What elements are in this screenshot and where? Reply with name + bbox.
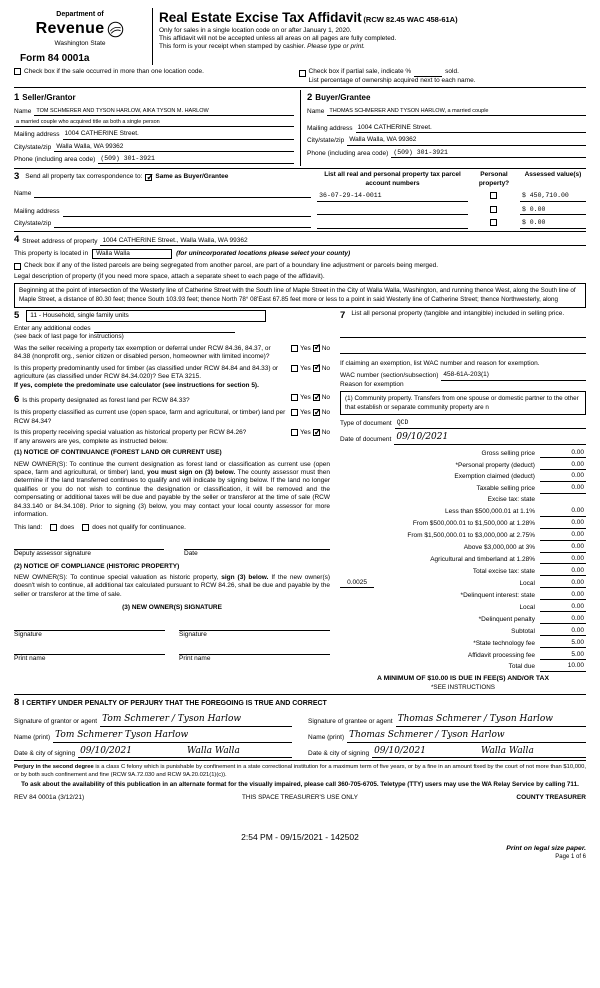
grantor-signature-field[interactable]: Tom Schmerer / Tyson Harlow [100, 714, 292, 727]
tax-row-label: From $500,000.01 to $1,500,000 at 1.28% [412, 520, 535, 528]
new-owner-print-name-field-2[interactable] [179, 645, 330, 655]
corr-mailing-label: Mailing address [14, 208, 60, 216]
tax-row-label: Gross selling price [481, 449, 535, 457]
street-address-extra-field[interactable] [360, 238, 586, 246]
section-5-number: 5 [14, 309, 20, 321]
street-address-label: Street address of property [22, 237, 98, 245]
tax-row-value[interactable]: 0.00 [540, 567, 586, 576]
parcel-row [317, 206, 586, 215]
notice-compliance-body: NEW OWNER(S): To continue special valuation as historic property, sign (3) below. If the new owner(s) doesn't wish to continue, all additional tax calculated pursuant to RCW 84.26, shall be due and payable by the seller or transferor at the time of sale. [14, 573, 331, 598]
deputy-assessor-date-field[interactable] [184, 542, 330, 550]
tax-row-label: Taxable selling price [476, 485, 535, 493]
tax-row-value[interactable]: 0.00 [540, 627, 586, 636]
tax-row-label: Exemption claimed (deduct) [454, 473, 535, 481]
tax-row-label: *Delinquent interest: state [460, 591, 535, 599]
excise-tax-table [340, 449, 586, 672]
s6q2-yes-checkbox[interactable] [291, 409, 298, 416]
assessed-value-field[interactable]: $ 0.00 [520, 206, 586, 215]
multi-location-checkbox[interactable] [14, 68, 21, 75]
tax-row-value[interactable]: 0.00 [540, 519, 586, 528]
alternate-format-note: To ask about the availability of this publication in an alternate format for the visually impaired, please call 360-705-6705. Teletype (TTY) users may use the WA Relay Service by calling 711. [21, 781, 579, 789]
tax-row [340, 507, 586, 516]
partial-sale-label: Check box if partial sale, indicate % [308, 68, 412, 76]
personal-property-col-header: Personal property? [478, 171, 510, 187]
personal-property-checkbox-1[interactable] [490, 192, 497, 199]
s6q2-no-checkbox[interactable] [313, 409, 320, 416]
dor-logo-block [14, 8, 146, 65]
buyer-phone-field[interactable]: (509) 301-3921 [391, 149, 586, 158]
tax-row [340, 496, 586, 504]
tax-row-label: Local [519, 603, 535, 611]
partial-sale-checkbox[interactable] [299, 70, 306, 77]
personal-property-checkbox-2[interactable] [490, 206, 497, 213]
tax-row [340, 651, 586, 660]
grantee-signature-field[interactable]: Thomas Schmerer / Tyson Harlow [396, 714, 586, 727]
yes-label: Yes [300, 394, 311, 402]
corr-mailing-field[interactable] [63, 209, 312, 217]
multi-location-label: Check box if the sale occurred in more than one location code. [24, 68, 204, 76]
seller-mailing-label: Mailing address [14, 131, 60, 139]
sections-5-6-column [14, 310, 340, 692]
tax-row-value[interactable]: 0.00 [540, 531, 586, 540]
additional-codes-label: Enter any additional codes [14, 324, 91, 332]
no-label: No [321, 344, 331, 352]
yes-label: Yes [300, 364, 311, 372]
yes-label: Yes [300, 409, 311, 417]
print-name-label: Print name [179, 655, 211, 663]
rev-number: REV 84 0001a (3/12/21) [14, 793, 85, 801]
tax-row-label: Affidavit processing fee [467, 651, 535, 659]
type-of-document-field[interactable]: QCD [395, 419, 586, 428]
buyer-mailing-label: Mailing address [307, 124, 353, 132]
washington-state-label: Washington State [54, 39, 106, 47]
tax-row-value[interactable]: 0.00 [540, 472, 586, 481]
see-instructions-note: *SEE INSTRUCTIONS [430, 683, 496, 691]
date-of-document-field[interactable]: 09/10/2021 [394, 432, 586, 445]
tax-row-value[interactable]: 0.00 [540, 449, 586, 458]
header-divider [152, 8, 153, 65]
tax-row-label: *State technology fee [473, 639, 535, 647]
seller-mailing-field[interactable]: 1004 CATHERINE Street. [63, 130, 294, 139]
minimum-due-note: A MINIMUM OF $10.00 IS DUE IN FEE(S) AND/OR TAX [377, 674, 549, 682]
tax-row-label: Agricultural and timberland at 1.28% [430, 556, 535, 563]
form-title: Real Estate Excise Tax Affidavit [159, 10, 362, 25]
tax-row-label: Local [519, 579, 535, 587]
section-7 [340, 310, 586, 692]
section-3 [14, 171, 586, 228]
land-does-not-checkbox[interactable] [82, 524, 89, 531]
divider [14, 231, 586, 232]
section-4 [14, 234, 586, 308]
tax-row [340, 449, 586, 458]
seller-grantor-section [14, 90, 300, 166]
seller-name-field[interactable]: TOM SCHMERER AND TYSON HARLOW, AIKA TYSON M. HARLOW [34, 108, 294, 116]
s5q1-yes-checkbox[interactable] [291, 345, 298, 352]
tax-row [340, 639, 586, 648]
street-address-field[interactable]: 1004 CATHERINE Street., Walla Walla, WA 99362 [100, 237, 360, 246]
tax-row [340, 603, 586, 612]
seller-grantor-title: Seller/Grantor [22, 93, 76, 103]
no-label: No [321, 364, 331, 372]
page-number: Page 1 of 6 [555, 853, 586, 860]
notice-continuance-title: (1) NOTICE OF CONTINUANCE (FOREST LAND OR CURRENT USE) [14, 449, 222, 457]
additional-codes-field[interactable] [94, 325, 236, 333]
signature-label: Signature [14, 630, 42, 638]
tax-row-value[interactable]: 5.00 [540, 651, 586, 660]
date-of-document-label: Date of document [340, 436, 392, 444]
divider [14, 694, 586, 695]
located-in-note: (for unincorporated locations please select your county) [176, 249, 351, 257]
grantee-date-city-label: Date & city of signing [308, 749, 370, 757]
no-label: No [321, 409, 331, 417]
grantee-print-name-field[interactable]: Thomas Schmerer / Tyson Harlow [347, 730, 586, 743]
deputy-assessor-signature-label: Deputy assessor signature [14, 550, 91, 558]
personal-property-line-1[interactable] [340, 328, 586, 338]
personal-property-checkbox-3[interactable] [490, 219, 497, 226]
new-owners-signature-title: (3) NEW OWNER(S) SIGNATURE [122, 604, 222, 612]
buyer-phone-label: Phone (including area code) [307, 149, 389, 157]
buyer-city-label: City/state/zip [307, 137, 345, 145]
reason-for-exemption-field[interactable]: (1) Community property. Transfers from one spouse or domestic partner to the other that establish or separate community property are n [340, 391, 586, 415]
s5-question-1: Was the seller receiving a property tax exemption or deferral under RCW 84.36, 84.37, or 84.38 (nonprofit org., senior citizen or disabled person, homeowner with limited income)? [14, 344, 271, 361]
does-not-label: does not qualify for continuance. [92, 523, 186, 531]
print-note: Print on legal size paper. [506, 845, 586, 852]
tax-row [340, 543, 586, 552]
section-8-number: 8 [14, 696, 20, 708]
divider [14, 168, 586, 169]
tax-row [340, 627, 586, 636]
ownership-note: List percentage of ownership acquired next to each name. [308, 76, 476, 84]
parcel-row [317, 219, 586, 228]
treasurer-space-label: THIS SPACE TREASURER'S USE ONLY [242, 793, 358, 801]
tax-row-value[interactable]: 5.00 [540, 639, 586, 648]
tax-row-value[interactable]: 0.00 [540, 484, 586, 493]
section-8 [14, 697, 586, 758]
deputy-assessor-date-label: Date [184, 550, 198, 558]
parcel-row [317, 192, 586, 201]
revenue-wordmark: Revenue [35, 20, 105, 38]
additional-codes-note: (see back of last page for instructions) [14, 333, 124, 341]
section-1-number: 1 [14, 92, 20, 104]
tax-row [340, 662, 586, 671]
section-6-number: 6 [14, 394, 20, 406]
s6q1-no-checkbox[interactable] [313, 394, 320, 401]
grantor-print-name-label: Name (print) [14, 734, 51, 742]
form-rcw: (RCW 82.45 WAC 458-61A) [363, 15, 458, 24]
notice-compliance-title: (2) NOTICE OF COMPLIANCE (HISTORIC PROPERTY) [14, 562, 180, 570]
tax-row [340, 484, 586, 493]
assessed-value-col-header: Assessed value(s) [524, 171, 582, 179]
parcel-table [317, 171, 586, 228]
tax-row-label: From $1,500,000.01 to $3,000,000 at 2.75% [407, 532, 535, 540]
parties-section [14, 90, 586, 166]
tax-row-value[interactable]: 0.00 [540, 461, 586, 470]
header-note-3: This form is your receipt when stamped by cashier. Please type or print. [159, 43, 365, 51]
rev-row [14, 794, 586, 802]
seller-city-field[interactable]: Walla Walla, WA 99362 [54, 143, 294, 152]
s6q3-no-checkbox[interactable] [313, 429, 320, 436]
tax-row-value[interactable]: 0.00 [540, 603, 586, 612]
reason-for-exemption-label: Reason for exemption [340, 380, 404, 388]
tax-row [340, 567, 586, 576]
s6q3-yes-checkbox[interactable] [291, 429, 298, 436]
no-label: No [321, 394, 331, 402]
grantor-city-field[interactable]: Walla Walla [185, 746, 292, 759]
parcel-number-field[interactable] [317, 228, 468, 229]
grantee-signing-block [308, 711, 586, 758]
seller-phone-field[interactable]: (509) 301-3921 [98, 155, 294, 164]
tax-row [340, 519, 586, 528]
partial-sale-sold-label: sold. [445, 68, 459, 76]
personal-property-line-2[interactable] [340, 344, 586, 354]
header-note-1: Only for sales in a single location code on or after January 1, 2020. [159, 26, 352, 34]
certify-statement: I CERTIFY UNDER PENALTY OF PERJURY THAT THE FOREGOING IS TRUE AND CORRECT [22, 699, 327, 707]
header-note-2: This affidavit will not be accepted unless all areas on all pages are fully completed. [159, 34, 397, 42]
tax-row [340, 579, 586, 588]
s6-question-1: Is this property designated as forest land per RCW 84.33? [22, 397, 190, 405]
print-name-label: Print name [14, 655, 46, 663]
grantor-signature-label: Signature of grantor or agent [14, 718, 98, 726]
exemption-intro: If claiming an exemption, list WAC number and reason for exemption. [340, 359, 540, 367]
grantor-date-city-label: Date & city of signing [14, 749, 76, 757]
new-owner-signature-field-1[interactable] [14, 621, 165, 631]
corr-city-field[interactable] [54, 220, 311, 228]
grantor-print-name-field[interactable]: Tom Schmerer Tyson Harlow [53, 730, 292, 743]
parcel-col-header: List all real and personal property tax parcel account numbers [324, 171, 461, 187]
section-2-number: 2 [307, 92, 313, 104]
tax-row-value[interactable]: 10.00 [540, 662, 586, 671]
notice-continuance-body: NEW OWNER(S): To continue the current designation as forest land or classification as current use (open space, farm and agricultural, or timber) land, you must sign on (3) below. The county assessor must then determine if the land transferred continues to qualify and will indicate by signing below. If the land no longer qualifies or you do not wish to continue the designation or classification, it will be removed and the compensating or additional taxes will be due and payable by the seller or transferor at the time of sale (RCW 84.33.140 or 84.34.108). Prior to signing (3) below, you may contact your local county assessor for more information. [14, 460, 331, 519]
segregated-label: Check box if any of the listed parcels are being segregated from another parcel, are part of a boundary line adjustment or parcels being merged. [24, 262, 439, 270]
tax-row [340, 461, 586, 470]
s6-question-3: Is this property receiving special valuation as historical property per RCW 84.26? [14, 429, 247, 437]
legal-description-field[interactable]: Beginning at the point of intersection of the Westerly line of Catherine Street with the South line of Maple Street in the City of Walla Walla, Washington, and running thence West, along the South line of Maple Street, a distance of 80.30 feet; thence South 103.93 feet; thence North 78° 08'East 67.85 feet more or less to a point in said Westerly line of Catherine Street; thence Northwesterly, along [14, 283, 586, 307]
section-6 [14, 394, 330, 664]
local-rate-value: 0.0025 [340, 579, 374, 588]
same-as-buyer-checkbox[interactable] [145, 174, 152, 181]
buyer-mailing-field[interactable]: 1004 CATHERINE Street. [356, 124, 586, 133]
seller-city-label: City/state/zip [14, 143, 52, 151]
grantee-signature-label: Signature of grantee or agent [308, 718, 393, 726]
seller-name-note-field[interactable]: a married couple who acquired title as both a single person [14, 119, 294, 127]
signature-label: Signature [179, 630, 207, 638]
tax-row-value[interactable]: 0.00 [540, 591, 586, 600]
buyer-grantee-title: Buyer/Grantee [315, 93, 371, 103]
tax-row [340, 555, 586, 564]
new-owner-signature-field-2[interactable] [179, 621, 330, 631]
tax-row-label: Subtotal [511, 627, 535, 635]
land-use-code-select[interactable]: 11 - Household, single family units [26, 310, 266, 322]
tax-row-value[interactable]: 0.00 [540, 579, 586, 588]
s5q1-no-checkbox[interactable] [313, 345, 320, 352]
no-label: No [321, 429, 331, 437]
does-label: does [60, 523, 75, 531]
s6q1-yes-checkbox[interactable] [291, 394, 298, 401]
type-of-document-label: Type of document [340, 420, 392, 428]
buyer-name-field[interactable]: THOMAS SCHMERER AND TYSON HARLOW, a married couple [327, 108, 586, 116]
corr-name-field[interactable] [34, 190, 311, 198]
legal-description-label: Legal description of property (if you need more space, attach a separate sheet to each page of the affidavit). [14, 272, 325, 280]
s5-question-2: Is this property predominantly used for timber (as classified under RCW 84.84 and 84.33) or agriculture (as classified under RCW 84.34.020)? See ETA 3215. [14, 364, 279, 381]
buyer-grantee-section [300, 90, 586, 166]
assessed-value-field[interactable]: $ 450,710.00 [520, 192, 586, 201]
tax-row-value[interactable]: 0.00 [540, 555, 586, 564]
corr-city-label: City/state/zip [14, 219, 52, 227]
section-3-number: 3 [14, 171, 20, 183]
tax-row-value[interactable]: 0.00 [540, 615, 586, 624]
wac-number-field[interactable]: 458-61A-203(1) [441, 371, 586, 380]
tax-row-value[interactable]: 0.00 [540, 507, 586, 516]
tax-row-label: *Delinquent penalty [478, 615, 535, 623]
deputy-assessor-signature-field[interactable] [14, 542, 164, 550]
grantee-date-field[interactable]: 09/10/2021 [372, 746, 479, 759]
cashier-timestamp: 2:54 PM - 09/15/2021 - 142502 [241, 831, 359, 842]
revenue-logo-icon [107, 21, 124, 38]
county-treasurer-label: COUNTY TREASURER [516, 793, 586, 801]
divider [14, 760, 586, 761]
tax-row-label: Total excise tax: state [472, 567, 535, 575]
tax-row [340, 615, 586, 624]
parcel-number-field[interactable] [317, 214, 468, 215]
tax-row-label: Excise tax: state [487, 496, 535, 504]
treasurer-stamp-space [14, 802, 586, 828]
located-in-select[interactable]: Walla Walla [92, 249, 172, 259]
section-5 [14, 310, 330, 391]
assessed-value-field[interactable]: $ 0.00 [520, 219, 586, 228]
s5q2-no-checkbox[interactable] [313, 365, 320, 372]
s6-instruction: If any answers are yes, complete as instructed below. [14, 437, 168, 445]
grantor-signing-block [14, 711, 292, 758]
buyer-name-label: Name [307, 107, 325, 115]
tax-row-value[interactable]: 0.00 [540, 543, 586, 552]
parcel-number-field[interactable]: 36-07-29-14-0011 [317, 192, 468, 201]
section-7-number: 7 [340, 309, 346, 321]
yes-label: Yes [300, 429, 311, 437]
grantee-city-field[interactable]: Walla Walla [479, 746, 586, 759]
divider [14, 87, 586, 88]
perjury-statement: Perjury in the second degree is a class C felony which is punishable by confinement in a state correctional institution for a maximum term of five years, or by a fine in an amount fixed by the court of not more than $10,000, or by both such confinement and fine (RCW 9A.72.030 and RCW 9A.20.021(1)(c)). [14, 764, 586, 778]
section-4-number: 4 [14, 233, 20, 245]
tax-row-label: Above $3,000,000 at 3% [463, 544, 535, 552]
yes-label: Yes [300, 344, 311, 352]
tax-row-label: Less than $500,000.01 at 1.1% [444, 508, 535, 516]
same-as-buyer-label: Same as Buyer/Grantee [155, 173, 229, 181]
seller-name-label: Name [14, 107, 32, 115]
located-in-label: This property is located in [14, 249, 89, 257]
this-land-label: This land: [14, 523, 43, 531]
buyer-city-field[interactable]: Walla Walla, WA 99362 [347, 136, 586, 145]
dept-of-label: Department of [56, 11, 104, 18]
tax-row [340, 531, 586, 540]
tax-row [340, 591, 586, 600]
tax-row-label: *Personal property (deduct) [455, 461, 535, 469]
s5q2-yes-checkbox[interactable] [291, 365, 298, 372]
s6-question-2: Is this property classified as current use (open space, farm and agricultural, or timber) land per RCW 84.34? [14, 409, 286, 425]
grantee-print-name-label: Name (print) [308, 734, 345, 742]
form-header [14, 8, 586, 65]
grantor-date-field[interactable]: 09/10/2021 [78, 746, 185, 759]
wac-number-label: WAC number (section/subsection) [340, 372, 439, 380]
segregated-checkbox[interactable] [14, 263, 21, 270]
top-checkbox-row [14, 68, 586, 85]
correspondence-intro: Send all property tax correspondence to: [25, 173, 143, 181]
new-owner-print-name-field-1[interactable] [14, 645, 165, 655]
form-number: Form 84 0001a [20, 53, 90, 65]
seller-phone-label: Phone (including area code) [14, 156, 96, 163]
personal-property-intro: List all personal property (tangible and intangible) included in selling price. [351, 309, 565, 317]
tax-row-label: Total due [508, 663, 535, 671]
land-does-checkbox[interactable] [50, 524, 57, 531]
title-block [159, 8, 586, 65]
corr-name-label: Name [14, 189, 32, 197]
s5-predominate-use-note: If yes, complete the predominate use calculator (see instructions for section 5). [14, 381, 259, 389]
tax-row [340, 472, 586, 481]
